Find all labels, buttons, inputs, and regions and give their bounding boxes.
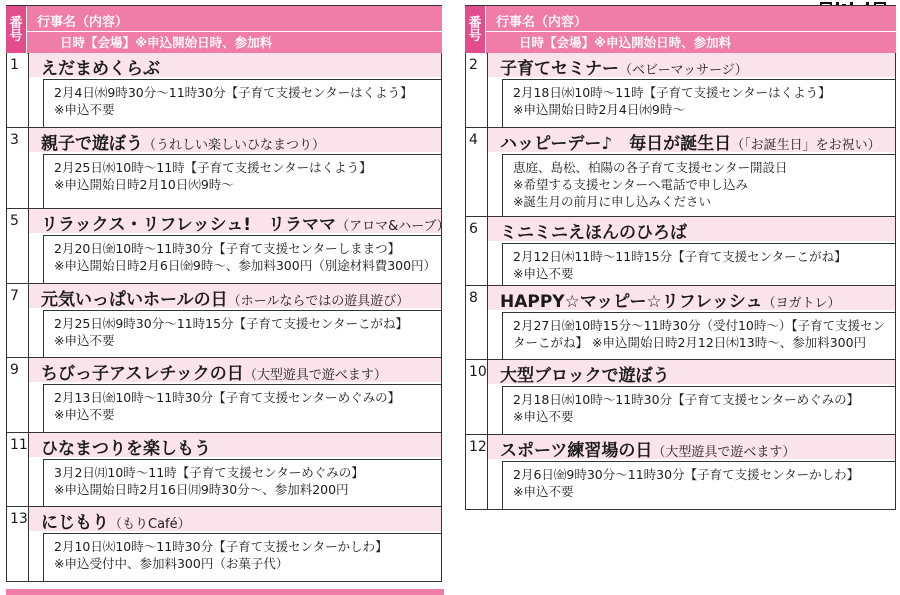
footer-bar	[6, 589, 444, 595]
right-column	[465, 5, 896, 510]
event-row	[6, 284, 442, 358]
header-event-name: 行事名（内容）	[37, 15, 129, 30]
event-detail	[43, 154, 441, 208]
detail-line: ※誕生月の前月に申し込みください	[513, 194, 711, 209]
event-title: ミニミニえほんのひろば	[500, 223, 687, 243]
event-detail	[43, 79, 441, 127]
event-number: 5	[7, 209, 29, 283]
event-subtitle: （ホールならではの遊具遊び）	[227, 294, 410, 309]
event-row	[6, 358, 442, 433]
event-title: リラックス・リフレッシュ! リラママ（アロマ&ハーブ）	[41, 215, 450, 235]
event-number: 9	[7, 358, 29, 432]
event-title: ハッピーデー♪ 毎日が誕生日（「お誕生日」をお祝い）	[500, 134, 881, 154]
detail-line: ※申込不要	[513, 484, 574, 499]
event-row	[6, 209, 450, 284]
event-row	[465, 128, 896, 217]
detail-line: 2月18日㈬10時〜11時【子育て支援センターはくよう】	[513, 85, 831, 100]
event-detail	[43, 310, 441, 357]
detail-line: ※申込不要	[54, 407, 115, 422]
detail-line: 恵庭、島松、柏陽の各子育て支援センター開設日	[513, 160, 788, 175]
detail-line: ※申込不要	[54, 102, 115, 117]
event-row	[6, 53, 442, 128]
event-subtitle: （うれしい楽しいひなまつり）	[143, 138, 326, 153]
header-datetime-venue: 日時【会場】※申込開始日時、参加料	[486, 31, 896, 54]
event-subtitle: （アロマ&ハーブ）	[336, 219, 450, 234]
event-subtitle: （ヨガトレ）	[762, 296, 841, 311]
detail-line: 2月4日㈬9時30分〜11時30分【子育て支援センターはくよう】	[54, 85, 413, 100]
number-column-label: 番 号	[465, 6, 486, 53]
event-number: 13	[7, 507, 29, 581]
event-number: 11	[7, 433, 29, 506]
table-header	[465, 5, 896, 53]
detail-line: ※申込不要	[513, 266, 574, 281]
number-column-label: 番 号	[6, 6, 27, 53]
detail-line: ※希望する支援センターへ電話で申し込み	[513, 177, 748, 192]
event-number: 4	[466, 128, 488, 216]
detail-line: ※申込受付中、参加料300円（お菓子代）	[54, 556, 289, 571]
event-row	[6, 128, 442, 209]
detail-line: 2月25日㈬9時30分〜11時15分【子育て支援センターこがね】	[54, 316, 409, 331]
detail-line: 2月20日㈮10時〜11時30分【子育て支援センターしままつ】	[54, 241, 401, 256]
event-detail	[502, 154, 895, 216]
detail-line: 2月6日㈮9時30分〜11時30分【子育て支援センターかしわ】	[513, 467, 860, 482]
event-number: 7	[7, 284, 29, 357]
detail-line: 2月27日㈮10時15分〜11時30分（受付10時〜）【子育て支援セン	[513, 318, 886, 333]
event-title: 大型ブロックで遊ぼう	[500, 366, 670, 386]
event-title: にじもり（もりCafé）	[41, 513, 191, 533]
event-detail	[43, 235, 441, 283]
event-number: 3	[7, 128, 29, 208]
event-number: 8	[466, 286, 488, 359]
detail-line: ※申込不要	[54, 333, 115, 348]
event-row	[6, 433, 442, 507]
event-title: 子育てセミナー（ベビーマッサージ）	[500, 59, 748, 79]
detail-line: ※申込開始日時2月6日㈮9時〜、参加料300円（別途材料費300円）	[54, 258, 437, 273]
detail-line: ※申込開始日時2月16日㈪9時30分〜、参加料200円	[54, 482, 349, 497]
event-subtitle: （大型遊具で遊べます）	[652, 445, 796, 460]
event-title: ちびっ子アスレチックの日（大型遊具で遊べます）	[41, 364, 387, 384]
event-detail	[502, 312, 895, 359]
event-row	[465, 217, 896, 286]
event-number: 10	[466, 360, 488, 434]
event-title: スポーツ練習場の日（大型遊具で遊べます）	[500, 441, 796, 461]
detail-line: 2月13日㈮10時〜11時30分【子育て支援センターめぐみの】	[54, 390, 401, 405]
event-subtitle: （「お誕生日」をお祝い）	[731, 138, 881, 153]
event-detail	[502, 386, 895, 434]
table-header	[6, 5, 442, 53]
left-column	[6, 5, 450, 582]
event-title: えだまめくらぶ	[41, 59, 160, 79]
event-row	[465, 360, 896, 435]
event-detail	[502, 79, 895, 127]
detail-line: 3月2日㈪10時〜11時【子育て支援センターめぐみの】	[54, 465, 364, 480]
detail-line: ※申込開始日時2月10日㈫9時〜	[54, 177, 234, 192]
event-row	[465, 435, 896, 510]
event-subtitle: （ベビーマッサージ）	[619, 63, 748, 78]
event-row	[6, 507, 442, 582]
event-title: 親子で遊ぼう（うれしい楽しいひなまつり）	[41, 134, 326, 154]
event-title: HAPPY☆マッピー☆リフレッシュ（ヨガトレ）	[500, 292, 841, 312]
detail-line: 2月12日㈭11時〜11時15分【子育て支援センターこがね】	[513, 249, 847, 264]
event-detail	[43, 384, 441, 432]
detail-line: ※申込開始日時2月4日㈬9時〜	[513, 102, 685, 117]
detail-line: 2月25日㈬10時〜11時【子育て支援センターはくよう】	[54, 160, 372, 175]
header-event-name: 行事名（内容）	[496, 15, 588, 30]
event-detail	[502, 461, 895, 509]
event-subtitle: （もりCafé）	[109, 517, 191, 532]
event-row	[465, 286, 896, 360]
detail-line: ターこがね】 ※申込開始日時2月12日㈭13時〜、参加料300円	[513, 335, 867, 350]
detail-line: 2月10日㈫10時〜11時30分【子育て支援センターかしわ】	[54, 539, 388, 554]
event-detail	[502, 243, 895, 285]
detail-line: ※申込不要	[513, 409, 574, 424]
event-number: 12	[466, 435, 488, 509]
event-title: ひなまつりを楽しもう	[41, 439, 211, 459]
event-detail	[43, 533, 441, 581]
event-title: 元気いっぱいホールの日（ホールならではの遊具遊び）	[41, 290, 410, 310]
event-number: 6	[466, 217, 488, 285]
event-number: 1	[7, 53, 29, 127]
event-number: 2	[466, 53, 488, 127]
event-row	[465, 53, 896, 128]
event-detail	[43, 459, 441, 506]
header-datetime-venue: 日時【会場】※申込開始日時、参加料	[27, 31, 442, 54]
event-subtitle: （大型遊具で遊べます）	[243, 368, 387, 383]
detail-line: 2月18日㈬10時〜11時30分【子育て支援センターめぐみの】	[513, 392, 860, 407]
